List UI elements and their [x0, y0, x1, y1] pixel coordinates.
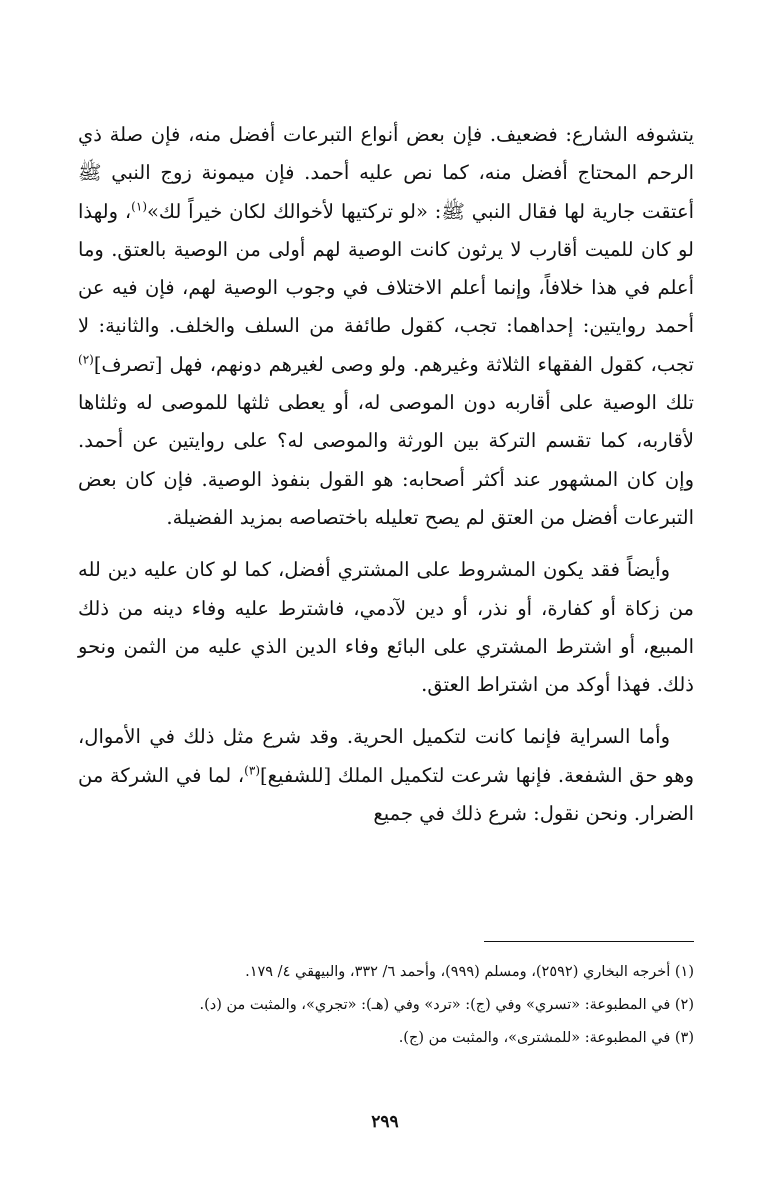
- footnote-3: (٣) في المطبوعة: «للمشترى»، والمثبت من (ج).: [398, 1030, 694, 1046]
- paragraph-text: تلك الوصية على أقاربه دون الموصى له، أو يعطى ثلثها للموصى له وثلثاها لأقاربه، كما تقسم التركة بين الورثة والموصى له؟ على روايتين عن أحمد. وإن كان المشهور عند أكثر أصحابه: هو القول بنفوذ الوصية. فإن كان بعض التبرعات أفضل من العتق لم يصح تعليله باختصاصه بمزيد الفضيلة.: [78, 391, 694, 529]
- paragraph-2: [78, 551, 694, 704]
- paragraph-text: يتشوفه الشارع: فضعيف. فإن بعض أنواع التبرعات أفضل منه، فإن صلة ذي الرحم المحتاج أفضل منه، كما نص عليه أحمد. فإن ميمونة زوج النبي ﷺ أعتقت جارية لها فقال النبي ﷺ: «لو تركتيها لأخوالك لكان خيراً لك»: [78, 123, 694, 223]
- main-text: [78, 116, 694, 833]
- paragraph-text: وأما السراية فإنما كانت لتكميل الحرية. وقد شرع مثل ذلك في الأموال، وهو حق الشفعة. فإنها شرعت لتكميل الملك [للشفيع]: [78, 725, 694, 787]
- paragraph-text: ، لما في الشركة من الضرار. ونحن نقول: شرع ذلك في جميع: [78, 763, 694, 826]
- footnotes: [78, 956, 694, 1055]
- footnote-marker-3: (٣): [244, 763, 260, 778]
- footnote-2: (٢) في المطبوعة: «تسري» وفي (ج): «ترد» وفي (هـ): «تجري»، والمثبت من (د).: [199, 997, 694, 1013]
- footnote-1: (١) أخرجه البخاري (٢٥٩٢)، ومسلم (٩٩٩)، وأحمد ٦/ ٣٣٢، والبيهقي ٤/ ١٧٩.: [245, 964, 694, 980]
- footnote-marker-2: (٢): [78, 352, 94, 367]
- paragraph-text: ، ولهذا لو كان للميت أقارب لا يرثون كانت الوصية لهم أولى من الوصية بالعتق. وما أعلم في هذا خلافاً، وإنما أعلم الاختلاف في وجوب الوصية لهم، فإن فيه عن أحمد روايتين: إحداهما: تجب، كقول طائفة من السلف والخلف. والثانية: لا تجب، كقول الفقهاء الثلاثة وغيرهم. ولو وصى لغيرهم دونهم، فهل [تصرف]: [78, 199, 694, 376]
- paragraph-3: [78, 718, 694, 833]
- page-number: ٢٩٩: [371, 1112, 399, 1132]
- footnote-separator: [484, 941, 694, 942]
- paragraph-1: [78, 116, 694, 537]
- footnote-marker-1: (١): [131, 199, 147, 214]
- paragraph-text: وأيضاً فقد يكون المشروط على المشتري أفضل، كما لو كان عليه دين لله من زكاة أو كفارة، أو نذر، أو دين لآدمي، فاشترط عليه وفاء دينه من ذلك المبيع، أو اشترط المشتري على البائع وفاء الدين الذي عليه من الثمن ونحو ذلك. فهذا أوكد من اشتراط العتق.: [78, 558, 694, 697]
